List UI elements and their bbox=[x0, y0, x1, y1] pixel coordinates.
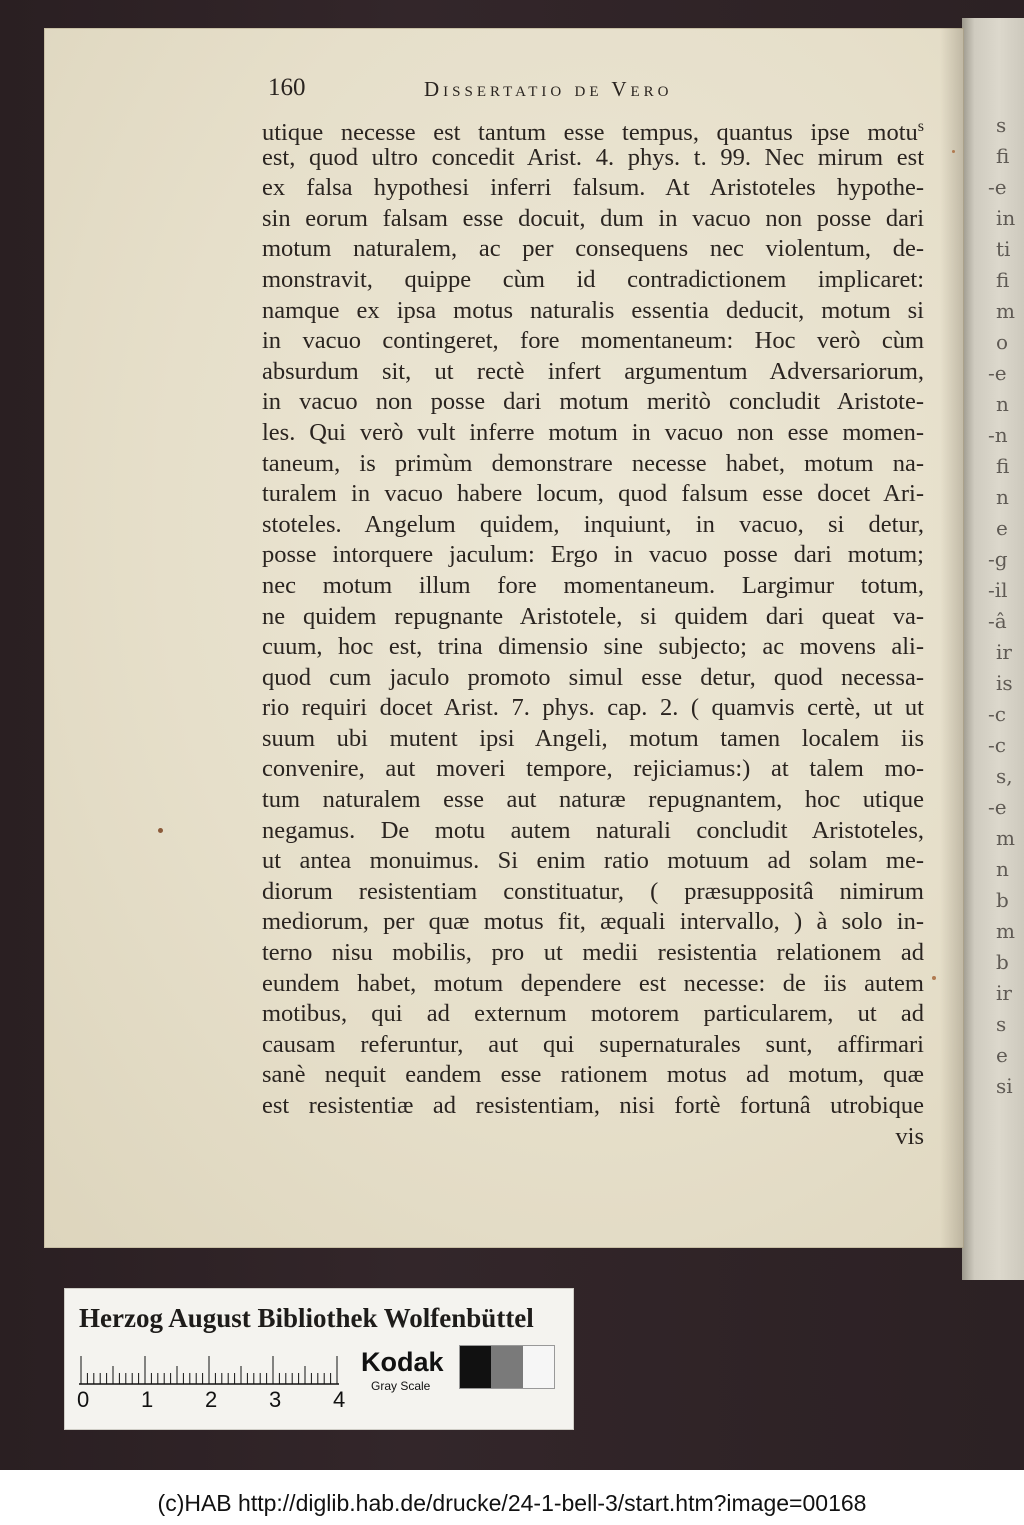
text-line: stoteles. Angelum quidem, inquiunt, in vacuo, si detur, bbox=[262, 510, 924, 538]
text-line: est, quod ultro concedit Arist. 4. phys. t. 99. Nec mirum est bbox=[262, 143, 924, 171]
facing-page-fragment: -c bbox=[988, 702, 1006, 726]
facing-page-fragment: s, bbox=[996, 764, 1013, 788]
text-line: monstravit, quippe cùm id contradictionem implicaret: bbox=[262, 265, 924, 293]
facing-page-fragment: si bbox=[996, 1074, 1013, 1098]
facing-page-fragment: b bbox=[996, 888, 1009, 912]
facing-page-fragment: -e bbox=[988, 175, 1007, 199]
gray-patch bbox=[460, 1346, 491, 1388]
text-line: suum ubi mutent ipsi Angeli, motum tamen localem iis bbox=[262, 724, 924, 752]
ruler-number: 2 bbox=[205, 1387, 218, 1412]
ruler-number: 4 bbox=[333, 1387, 346, 1412]
text-line: utique necesse est tantum esse tempus, quantus ipse motu$^s$ bbox=[262, 118, 924, 147]
gray-scale-patches bbox=[459, 1345, 555, 1389]
ruler-numbers bbox=[73, 1387, 403, 1417]
kodak-logo: Kodak bbox=[361, 1347, 444, 1377]
paper-speck bbox=[952, 150, 955, 153]
ruler-number: 3 bbox=[269, 1387, 282, 1412]
text-line: in vacuo contingeret, fore momentaneum: Hoc verò cùm bbox=[262, 327, 924, 355]
text-line: negamus. De motu autem naturali concludit Aristoteles, bbox=[262, 816, 924, 844]
facing-page-fragment: m bbox=[996, 299, 1015, 323]
facing-page-fragment: -g bbox=[988, 547, 1008, 571]
page-gutter-shadow bbox=[940, 28, 964, 1248]
facing-page-fragment: m bbox=[996, 826, 1015, 850]
text-line: est resistentiæ ad resistentiam, nisi fortè fortunâ utrobique bbox=[262, 1092, 924, 1119]
line-superscript: s bbox=[917, 118, 924, 135]
facing-page-fragment: n bbox=[996, 857, 1009, 881]
facing-page-fragment: fi bbox=[996, 268, 1010, 292]
gray-patch bbox=[523, 1346, 554, 1388]
facing-page-fragment: -e bbox=[988, 361, 1007, 385]
text-line: namque ex ipsa motus naturalis essentia deducit, motum si bbox=[262, 296, 924, 324]
facing-page-fragment: -il bbox=[988, 578, 1008, 602]
facing-page-fragment: -c bbox=[988, 733, 1006, 757]
text-line: causam referuntur, aut qui supernaturales sunt, affirmari bbox=[262, 1030, 924, 1058]
facing-page-fragment: ti bbox=[996, 237, 1011, 261]
facing-page-fragment: ir bbox=[996, 640, 1012, 664]
facing-page-fragment: e bbox=[996, 516, 1008, 540]
text-line: sin eorum falsam esse docuit, dum in vacuo non posse dari bbox=[262, 204, 924, 232]
facing-page-fragment: o bbox=[996, 330, 1009, 354]
facing-page-fragment: e bbox=[996, 1043, 1008, 1067]
running-title: Dissertatio de Vero bbox=[424, 77, 673, 101]
text-line: posse intorquere jaculum: Ergo in vacuo posse dari motum; bbox=[262, 541, 924, 569]
text-line: ne quidem repugnante Aristotele, si quidem dari queat va- bbox=[262, 602, 924, 630]
facing-page-fragment: -n bbox=[988, 423, 1008, 447]
text-line: ex falsa hypothesi inferri falsum. At Aristoteles hypothe- bbox=[262, 174, 924, 202]
facing-page-fragment: n bbox=[996, 485, 1009, 509]
facing-page-fragment: -â bbox=[988, 609, 1007, 633]
color-reference-card bbox=[64, 1288, 574, 1430]
text-line: quod cum jaculo promoto simul esse detur, quod necessa- bbox=[262, 663, 924, 691]
text-line: ut antea monuimus. Si enim ratio motuum ad solam me- bbox=[262, 847, 924, 875]
text-line: diorum resistentiam constituatur, ( præsuppositâ nimirum bbox=[262, 877, 924, 905]
gray-scale-label: Gray Scale bbox=[371, 1379, 431, 1393]
text-line: taneum, is primùm demonstrare necesse habet, motum na- bbox=[262, 449, 924, 477]
text-line: absurdum sit, ut rectè infert argumentum Adversariorum, bbox=[262, 357, 924, 385]
page-number: 160 bbox=[268, 74, 306, 101]
facing-page-fragment: fi bbox=[996, 144, 1010, 168]
text-line: turalem in vacuo habere locum, quod falsum esse docet Ari- bbox=[262, 480, 924, 508]
ruler-number: 1 bbox=[141, 1387, 154, 1412]
copyright-url-footer: (c)HAB http://diglib.hab.de/drucke/24-1-bell-3/start.htm?image=00168 bbox=[157, 1490, 867, 1516]
facing-page-fragment: is bbox=[996, 671, 1013, 695]
catchword: vis bbox=[895, 1122, 924, 1150]
facing-page-fragment: in bbox=[996, 206, 1016, 230]
text-line: motibus, qui ad externum motorem particularem, ut ad bbox=[262, 1000, 924, 1028]
facing-page-fragment: -e bbox=[988, 795, 1007, 819]
text-line: motum naturalem, ac per consequens nec violentum, de- bbox=[262, 235, 924, 263]
paper-speck bbox=[932, 976, 936, 980]
text-line: eundem habet, motum dependere est necesse: de iis autem bbox=[262, 969, 924, 997]
facing-page-edge bbox=[962, 18, 1024, 1280]
scale-ruler bbox=[79, 1355, 379, 1385]
facing-page-fragment: ir bbox=[996, 981, 1012, 1005]
text-line: sanè nequit eandem esse rationem motus ad motum, quæ bbox=[262, 1061, 924, 1089]
text-line: les. Qui verò vult inferre motum in vacuo non esse momen- bbox=[262, 418, 924, 446]
text-line: tum naturalem esse aut naturæ repugnantem, hoc utique bbox=[262, 786, 924, 814]
text-line: convenire, aut moveri tempore, rejiciamus:) at talem mo- bbox=[262, 755, 924, 783]
paper-speck bbox=[158, 828, 163, 833]
facing-page-fragment: n bbox=[996, 392, 1009, 416]
ruler-number: 0 bbox=[77, 1387, 90, 1412]
text-line: nec motum illum fore momentaneum. Largimur totum, bbox=[262, 571, 924, 599]
facing-page-fragment: fi bbox=[996, 454, 1010, 478]
text-line: terno nisu mobilis, pro ut medii resistentia relationem ad bbox=[262, 939, 924, 967]
text-line: in vacuo non posse dari motum meritò concludit Aristote- bbox=[262, 388, 924, 416]
running-head bbox=[268, 74, 788, 110]
library-name: Herzog August Bibliothek Wolfenbüttel bbox=[79, 1303, 534, 1333]
gray-patch bbox=[491, 1346, 522, 1388]
facing-page-fragment: b bbox=[996, 950, 1009, 974]
text-line: mediorum, per quæ motus fit, æquali intervallo, ) à solo in- bbox=[262, 908, 924, 936]
body-text bbox=[262, 112, 924, 1152]
facing-page-fragment: m bbox=[996, 919, 1015, 943]
text-line: rio requiri docet Arist. 7. phys. cap. 2. ( quamvis certè, ut ut bbox=[262, 694, 924, 722]
text-line: cuum, hoc est, trina dimensio sine subjecto; ac movens ali- bbox=[262, 633, 924, 661]
facing-page-fragment: s bbox=[996, 1012, 1007, 1036]
facing-page-fragment: s bbox=[996, 113, 1007, 137]
